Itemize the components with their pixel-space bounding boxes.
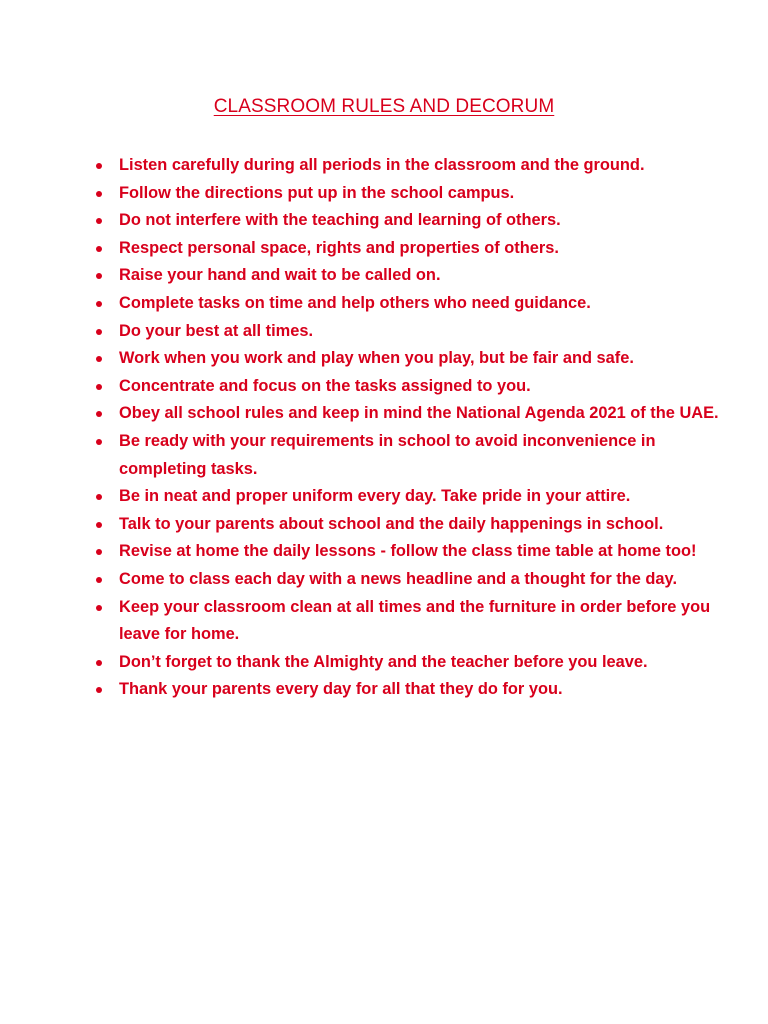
rule-text: Be in neat and proper uniform every day. Take pride in your attire.: [119, 487, 631, 506]
rule-text: Concentrate and focus on the tasks assigned to you.: [119, 376, 531, 395]
rule-item: [90, 345, 730, 373]
rule-item: [90, 400, 730, 428]
rule-item: [90, 428, 730, 483]
bullet-icon: [96, 577, 102, 583]
rule-text: Follow the directions put up in the school campus.: [119, 183, 515, 202]
bullet-icon: [96, 301, 102, 307]
rule-item: [90, 207, 730, 235]
rule-item: [90, 290, 730, 318]
rule-item: [90, 373, 730, 401]
bullet-icon: [96, 660, 102, 666]
rule-item: [90, 318, 730, 346]
bullet-icon: [96, 356, 102, 362]
bullet-icon: [96, 522, 102, 528]
rule-item: [90, 180, 730, 208]
rule-text: Do not interfere with the teaching and learning of others.: [119, 211, 561, 230]
rule-text: Talk to your parents about school and the daily happenings in school.: [119, 514, 664, 533]
bullet-icon: [96, 191, 102, 197]
rule-item: [90, 676, 730, 704]
rules-list: [90, 152, 730, 704]
bullet-icon: [96, 246, 102, 252]
bullet-icon: [96, 218, 102, 224]
rule-text: Obey all school rules and keep in mind the National Agenda 2021 of the UAE.: [119, 404, 719, 423]
rule-item: [90, 566, 730, 594]
rule-text: Complete tasks on time and help others who need guidance.: [119, 293, 591, 312]
rule-item: [90, 538, 730, 566]
rule-item: [90, 235, 730, 263]
bullet-icon: [96, 439, 102, 445]
rule-text: Keep your classroom clean at all times and the furniture in order before you leave for home.: [119, 597, 711, 644]
rule-text: Respect personal space, rights and properties of others.: [119, 238, 559, 257]
rule-item: [90, 152, 730, 180]
rule-text: Do your best at all times.: [119, 321, 314, 340]
document-title-text: CLASSROOM RULES AND DECORUM: [213, 96, 555, 117]
bullet-icon: [96, 384, 102, 390]
bullet-icon: [96, 163, 102, 169]
bullet-icon: [96, 329, 102, 335]
bullet-icon: [96, 494, 102, 500]
rule-text: Revise at home the daily lessons - follow the class time table at home too!: [119, 542, 697, 561]
rule-text: Don’t forget to thank the Almighty and the teacher before you leave.: [119, 652, 648, 671]
rule-text: Raise your hand and wait to be called on.: [119, 266, 441, 285]
rule-item: [90, 483, 730, 511]
rule-text: Thank your parents every day for all that they do for you.: [119, 680, 563, 699]
rule-item: [90, 511, 730, 539]
rule-text: Come to class each day with a news headline and a thought for the day.: [119, 569, 678, 588]
rule-item: [90, 594, 730, 649]
rule-item: [90, 649, 730, 677]
bullet-icon: [96, 687, 102, 693]
rule-text: Be ready with your requirements in school to avoid inconvenience in completing tasks.: [119, 431, 656, 478]
rule-item: [90, 262, 730, 290]
document-title: [0, 96, 768, 118]
bullet-icon: [96, 605, 102, 611]
bullet-icon: [96, 549, 102, 555]
bullet-icon: [96, 411, 102, 417]
bullet-icon: [96, 273, 102, 279]
rule-text: Work when you work and play when you play, but be fair and safe.: [119, 349, 634, 368]
rule-text: Listen carefully during all periods in the classroom and the ground.: [119, 156, 645, 174]
